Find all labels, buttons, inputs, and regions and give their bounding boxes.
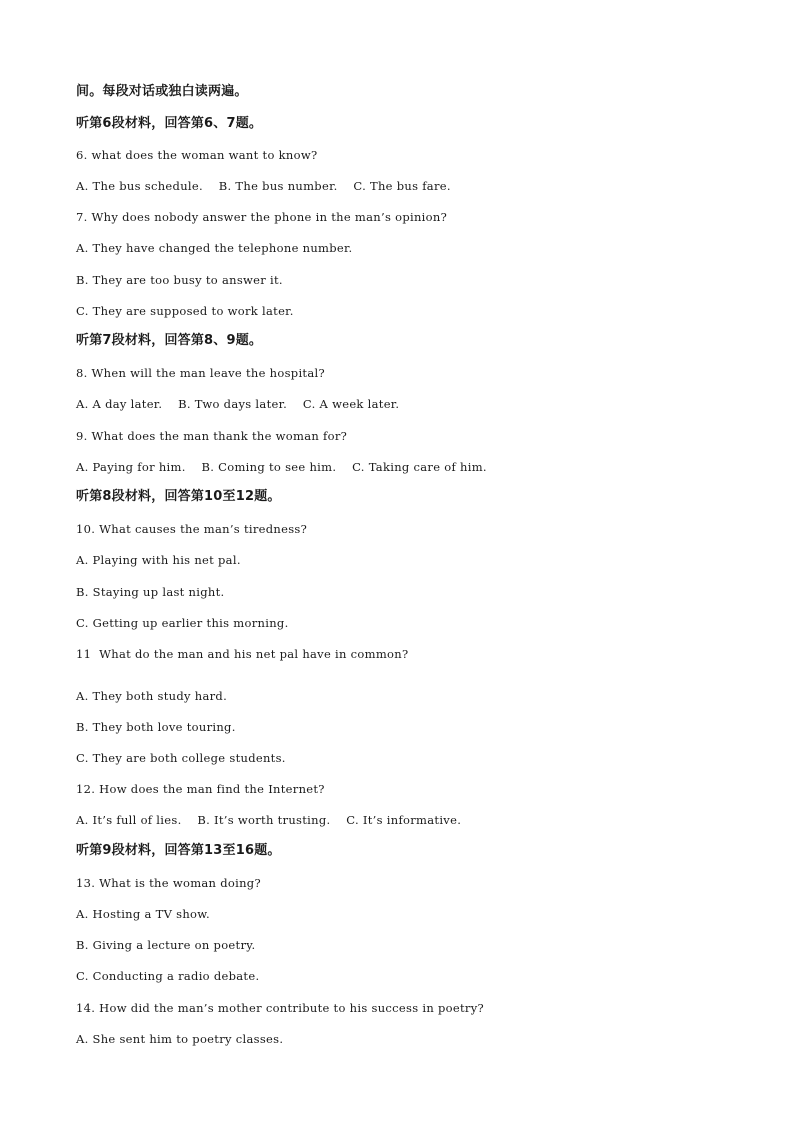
answer-option: B. Giving a lecture on poetry. (76, 938, 256, 952)
answer-option: C. Conducting a radio debate. (76, 969, 260, 983)
answer-options: A. A day later. B. Two days later. C. A week later. (76, 397, 400, 411)
answer-options: A. The bus schedule. B. The bus number. C. The bus fare. (76, 179, 451, 193)
question-text: 9. What does the man thank the woman for? (76, 429, 348, 443)
question-text: 10. What causes the man’s tiredness? (76, 522, 308, 536)
answer-option: C. They are supposed to work later. (76, 304, 294, 318)
answer-option: B. They both love touring. (76, 720, 236, 734)
question-text: 6. what does the woman want to know? (76, 148, 318, 162)
question-text: 11 What do the man and his net pal have in common? (76, 647, 409, 661)
answer-option: B. They are too busy to answer it. (76, 273, 283, 287)
answer-option: C. Getting up earlier this morning. (76, 616, 289, 630)
answer-option: A. Playing with his net pal. (76, 553, 241, 567)
question-text: 8. When will the man leave the hospital? (76, 366, 325, 380)
answer-option: A. She sent him to poetry classes. (76, 1032, 284, 1046)
answer-option: A. They have changed the telephone number. (76, 241, 353, 255)
section-heading: 听第7段材料，回答第8、9题。 (76, 333, 263, 348)
answer-option: A. They both study hard. (76, 689, 228, 703)
answer-option: C. They are both college students. (76, 751, 286, 765)
answer-options: A. It’s full of lies. B. It’s worth trusting. C. It’s informative. (76, 813, 462, 827)
answer-options: A. Paying for him. B. Coming to see him. C. Taking care of him. (76, 460, 487, 474)
question-text: 12. How does the man find the Internet? (76, 782, 325, 796)
question-text: 13. What is the woman doing? (76, 876, 261, 890)
section-heading: 听第9段材料，回答第13至16题。 (76, 843, 281, 858)
section-intro-text: 间。每段对话或独白读两遍。 (76, 84, 248, 99)
section-heading: 听第8段材料，回答第10至12题。 (76, 489, 281, 504)
section-heading: 听第6段材料，回答第6、7题。 (76, 116, 263, 131)
question-text: 7. Why does nobody answer the phone in the man’s opinion? (76, 210, 448, 224)
question-text: 14. How did the man’s mother contribute to his success in poetry? (76, 1001, 484, 1015)
answer-option: B. Staying up last night. (76, 585, 225, 599)
answer-option: A. Hosting a TV show. (76, 907, 211, 921)
